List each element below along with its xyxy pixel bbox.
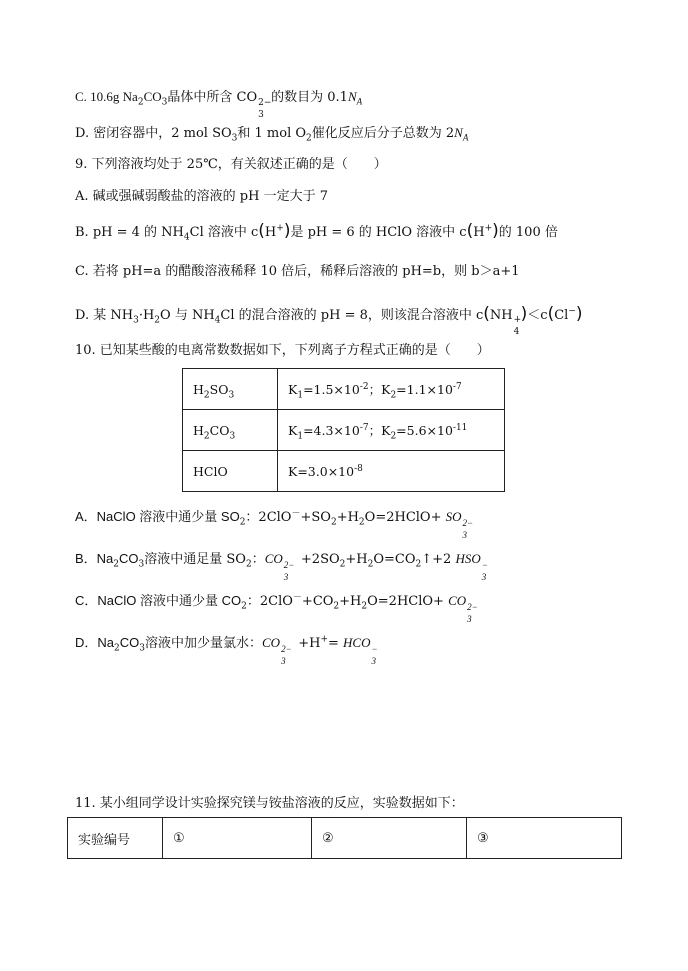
constant-cell: $K_1=4.3\times 10^{-7}$；$K_2=5.6\times 10^{-11}$ bbox=[278, 410, 505, 451]
question-9-option-b: B. pH = 4 的 $NH_4Cl$ 溶液中 c(H+)是 pH = 6 的 HClO 溶液中 c(H+)的 100 倍 bbox=[75, 221, 558, 243]
table-row bbox=[183, 410, 505, 451]
option-c-line: C. 10.6g $Na_2CO_3$晶体中所含 CO 2− 3 的数目为 $0.1N_A$ bbox=[75, 89, 363, 120]
question-10-option-b: B．$Na_2CO_3$溶液中通足量 $SO_2$：CO 2− 3 $+2SO_2+H_2O=CO_2↑+2$ HSO − 3 bbox=[75, 551, 488, 582]
option-d-line: D. 密闭容器中，2 mol $SO_3$和 1 mol $O_2$催化反应后分子总数为 $2N_A$ bbox=[75, 125, 469, 144]
experiment-table bbox=[67, 817, 622, 859]
acid-cell: $H_2CO_3$ bbox=[183, 410, 278, 451]
question-11-stem: 11. 某小组同学设计实验探究镁与铵盐溶液的反应，实验数据如下： bbox=[75, 796, 464, 811]
question-10-option-c: C．NaClO 溶液中通少量 $CO_2$：$2ClO^-+CO_2+H_2O=2HClO+$ CO 2− 3 bbox=[75, 592, 478, 624]
question-9-option-c: C. 若将 pH=a 的醋酸溶液稀释 10 倍后，稀释后溶液的 pH=b，则 b＞a+1 bbox=[75, 264, 520, 279]
question-10-option-d: D．$Na_2CO_3$溶液中加少量氯水：CO 2− 3 +H+= HCO − 3 bbox=[75, 634, 378, 666]
question-10-option-a: A．NaClO 溶液中通少量 $SO_2$：$2ClO^-+SO_2+H_2O=2HClO+$ SO 2− 3 bbox=[75, 508, 474, 540]
table-row bbox=[68, 818, 622, 859]
question-9-option-a: A. 碱或强碱弱酸盐的溶液的 pH 一定大于 7 bbox=[75, 189, 328, 204]
acid-cell: $H_2SO_3$ bbox=[183, 369, 278, 410]
ionization-constant-table bbox=[182, 368, 505, 492]
experiment-col-2: ② bbox=[312, 818, 467, 859]
constant-cell: $K_1=1.5\times 10^{-2}$；$K_2=1.1\times 10^{-7}$ bbox=[278, 369, 505, 410]
constant-cell: $K=3.0\times 10^{-8}$ bbox=[278, 451, 505, 492]
acid-cell: HClO bbox=[183, 451, 278, 492]
question-9-option-d: D. 某 $NH_3\cdot H_2O$ 与 $NH_4Cl$ 的混合溶液的 pH = 8，则该混合溶液中 c(NH + 4 )＜c(Cl−) bbox=[75, 304, 583, 337]
table-row bbox=[183, 451, 505, 492]
question-9-stem: 9. 下列溶液均处于 25℃，有关叙述正确的是（ ） bbox=[75, 157, 387, 172]
experiment-number-header: 实验编号 bbox=[68, 818, 163, 859]
table-row bbox=[183, 369, 505, 410]
experiment-col-1: ① bbox=[163, 818, 312, 859]
question-10-stem: 10. 已知某些酸的电离常数数据如下，下列离子方程式正确的是（ ） bbox=[75, 343, 490, 358]
experiment-col-3: ③ bbox=[467, 818, 622, 859]
